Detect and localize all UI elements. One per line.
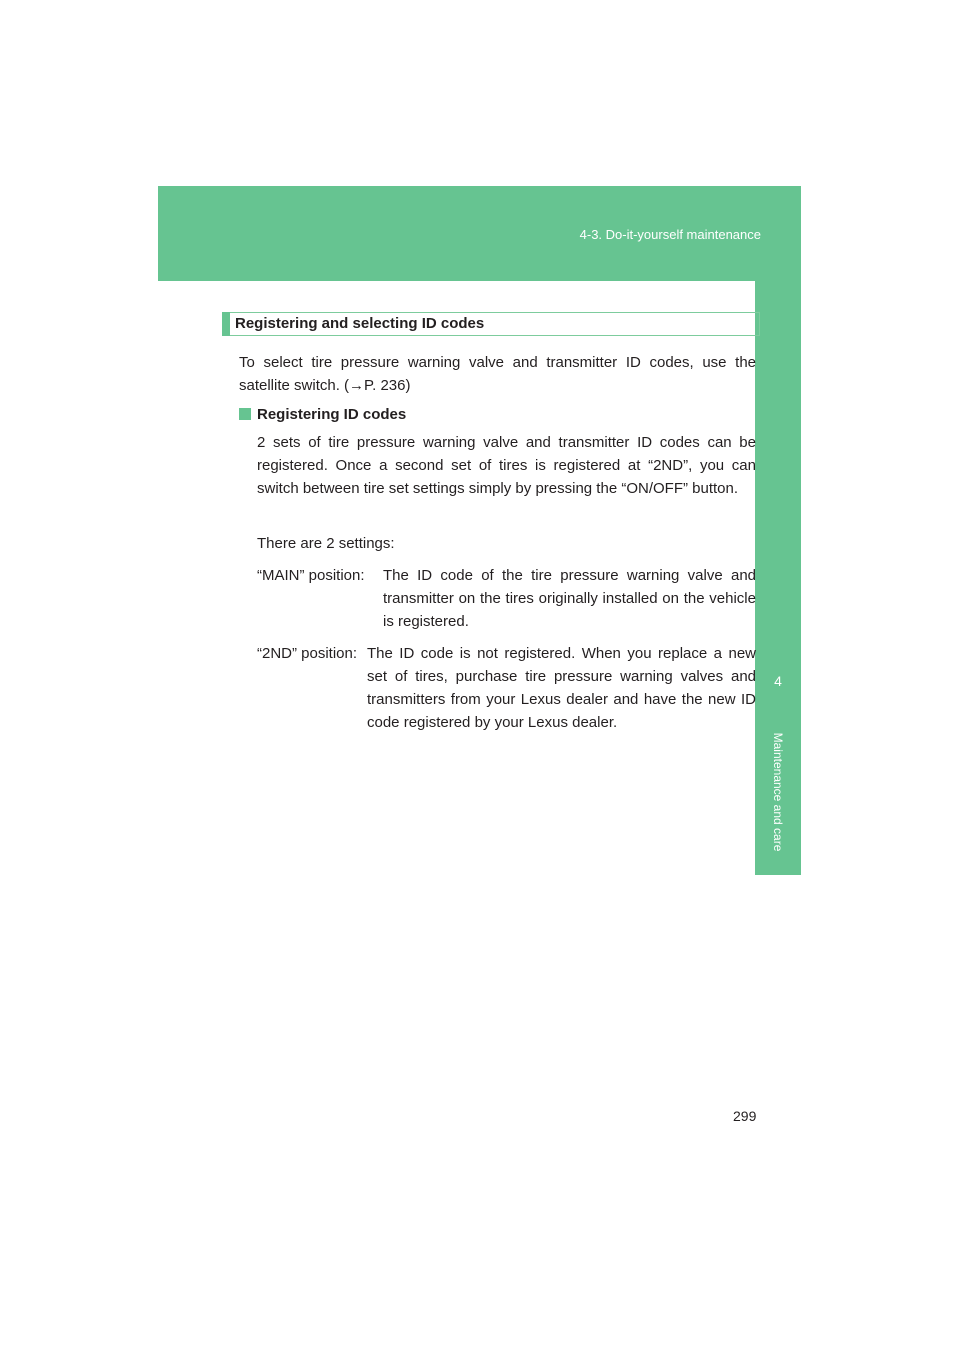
chapter-title: Maintenance and care (771, 732, 785, 852)
square-bullet-icon (239, 408, 251, 420)
chapter-header-band (158, 186, 801, 281)
section-heading-text: Registering and selecting ID codes (235, 315, 485, 332)
setting-label: “MAIN” position: (257, 567, 365, 584)
subsection-heading (239, 406, 406, 423)
subsection-body: 2 sets of tire pressure warning valve and transmitter ID codes can be registered. Once a second set of tires is registered at “2ND”, you can switch between tire set settings simply by pressing the “ON/OFF” button. (257, 434, 756, 497)
chapter-tab (755, 281, 801, 709)
section-path: 4-3. Do-it-yourself maintenance (579, 227, 761, 242)
setting-main (257, 564, 756, 633)
setting-description: The ID code of the tire pressure warning valve and transmitter on the tires originally installed on the vehicle is registered. (383, 567, 756, 630)
chapter-title-tab (755, 709, 801, 875)
setting-2nd (257, 642, 756, 734)
settings-intro: There are 2 settings: (257, 535, 395, 552)
subsection-heading-text: Registering ID codes (257, 406, 407, 423)
page-number: 299 (733, 1108, 757, 1124)
chapter-number: 4 (774, 673, 782, 689)
intro-paragraph: To select tire pressure warning valve and transmitter ID codes, use the satellite switch. (→P. 236) (239, 354, 756, 394)
section-heading (222, 312, 760, 336)
setting-description: The ID code is not registered. When you replace a new set of tires, purchase tire pressure warning valves and transmitters from your Lexus dealer and have the new ID code registered by your Lexus dealer. (367, 645, 756, 731)
heading-accent-bar (222, 312, 230, 336)
setting-label: “2ND” position: (257, 645, 358, 662)
